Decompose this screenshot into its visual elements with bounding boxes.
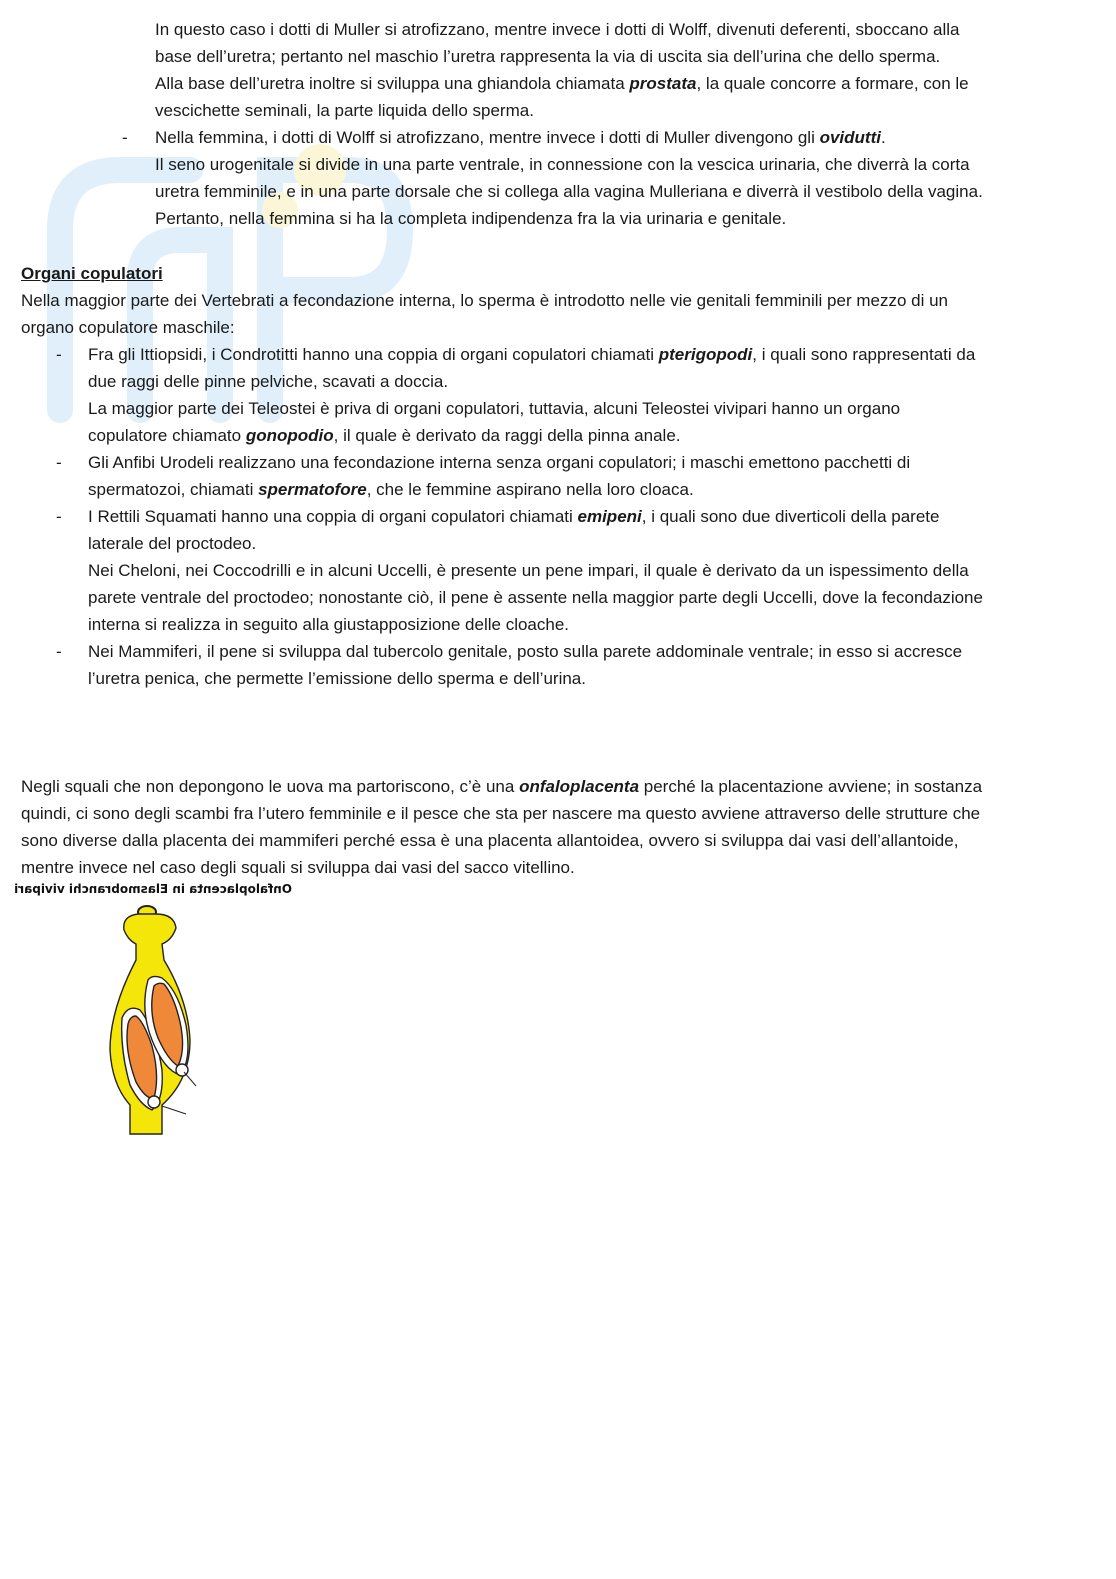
text-line: La maggior parte dei Teleostei è priva di organi copulatori, tuttavia, alcuni Teleostei vivipari hanno un organo [88,399,901,418]
term-prostata: prostata [629,74,697,93]
text-run: Fra gli Ittiopsidi, i Condrotitti hanno una coppia di organi copulatori chiamati [88,345,659,364]
text-line: Nei Cheloni, nei Coccodrilli e in alcuni Uccelli, è presente un pene impari, il quale è derivato da un ispessimento della [88,561,969,580]
text-line: quindi, ci sono degli scambi fra l’utero femminile e il pesce che sta per nascere ma questo avviene attraverso delle strutture che [21,804,981,823]
text-run: spermatozoi, chiamati [88,480,259,499]
term-spermatofore: spermatofore [258,480,367,499]
list-item-rettili [88,503,983,638]
figure-yolk-sac [148,1096,160,1108]
text-run: , il quale è derivato da raggi della pinna anale. [333,426,681,445]
text-line: due raggi delle pinne pelviche, scavati a doccia. [88,372,449,391]
section-heading: Organi copulatori [21,264,163,283]
term-ovidutti: ovidutti [819,128,881,147]
term-pterigopodi: pterigopodi [658,345,753,364]
list-item-ittiopsidi [88,341,975,449]
text-line: organo copulatore maschile: [21,318,235,337]
text-line [88,422,975,449]
text-line: mentre invece nel caso degli squali si sviluppa dai vasi del sacco vitellino. [21,858,575,877]
list-item-mammiferi [88,638,962,692]
female-paragraph [155,124,983,232]
text-line: sono diverse dalla placenta dei mammiferi perché essa è una placenta allantoidea, ovvero si sviluppa dai vasi dell’allantoide, [21,831,959,850]
text-line [21,773,982,800]
onfaloplacenta-illustration [100,900,220,1136]
section-organi-copulatori [21,260,948,341]
text-line [88,341,975,368]
text-line: In questo caso i dotti di Muller si atrofizzano, mentre invece i dotti di Wolff, divenuti deferenti, sboccano alla [155,20,960,39]
list-dash: - [56,345,62,364]
text-line: vescichette seminali, la parte liquida dello sperma. [155,101,534,120]
figure-caption: Onfaloplacenta in Elasmobranchi vivipari [14,882,292,896]
list-dash: - [56,453,62,472]
text-line: Pertanto, nella femmina si ha la completa indipendenza fra la via urinaria e genitale. [155,209,787,228]
list-dash: - [56,642,62,661]
list-dash: - [56,507,62,526]
list-dash: - [122,128,128,147]
text-line [155,124,983,151]
figure-pointer [162,1106,186,1114]
text-line: laterale del proctodeo. [88,534,257,553]
text-run: Nella femmina, i dotti di Wolff si atrofizzano, mentre invece i dotti di Muller divengono gli [155,128,820,147]
text-run: Negli squali che non depongono le uova ma partoriscono, c’è una [21,777,520,796]
text-run: , la quale concorre a formare, con le [696,74,969,93]
text-run: , i quali sono due diverticoli della parete [641,507,940,526]
text-run: Alla base dell’uretra inoltre si sviluppa una ghiandola chiamata [155,74,630,93]
term-onfaloplacenta: onfaloplacenta [519,777,640,796]
text-run: , i quali sono rappresentati da [752,345,976,364]
text-run: I Rettili Squamati hanno una coppia di organi copulatori chiamati [88,507,578,526]
term-gonopodio: gonopodio [245,426,334,445]
text-line: l’uretra penica, che permette l’emissione dello sperma e dell’urina. [88,669,586,688]
figure-pointer [184,1072,196,1086]
paragraph-squali [21,773,982,881]
text-line: Gli Anfibi Urodeli realizzano una fecondazione interna senza organi copulatori; i maschi emettono pacchetti di [88,453,911,472]
text-run: , che le femmine aspirano nella loro cloaca. [366,480,694,499]
text-line: Nella maggior parte dei Vertebrati a fecondazione interna, lo sperma è introdotto nelle vie genitali femminili per mezzo di un [21,291,949,310]
text-line: interna si realizza in seguito alla giustapposizione delle cloache. [88,615,570,634]
text-run: copulatore chiamato [88,426,246,445]
text-run: . [880,128,886,147]
text-run: perché la placentazione avviene; in sostanza [639,777,983,796]
text-line: parete ventrale del proctodeo; nonostante ciò, il pene è assente nella maggior parte degli Uccelli, dove la fecondazione [88,588,983,607]
text-line: uretra femminile, e in una parte dorsale che si collega alla vagina Mulleriana e diverrà il vestibolo della vagina. [155,182,983,201]
list-item-anfibi [88,449,910,503]
term-emipeni: emipeni [577,507,642,526]
text-line [88,503,983,530]
text-line [155,70,969,97]
text-line [88,476,910,503]
text-line: Nei Mammiferi, il pene si sviluppa dal tubercolo genitale, posto sulla parete addominale ventrale; in esso si accresce [88,642,963,661]
top-paragraph [155,16,969,124]
text-line: base dell’uretra; pertanto nel maschio l’uretra rappresenta la via di uscita sia dell’urina che dello sperma. [155,47,941,66]
text-line: Il seno urogenitale si divide in una parte ventrale, in connessione con la vescica urinaria, che diverrà la corta [155,155,970,174]
